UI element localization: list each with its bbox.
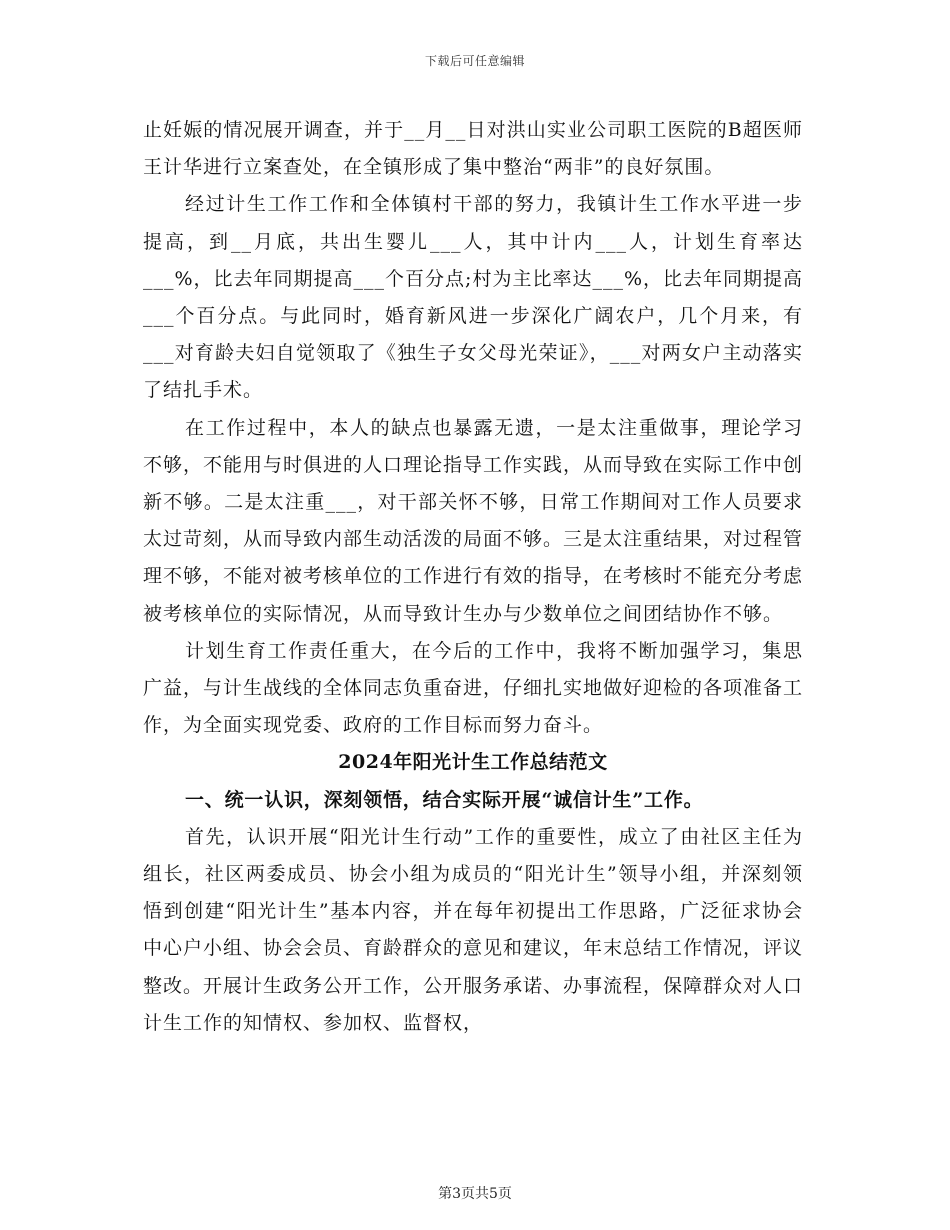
paragraph-first-step: 首先，认识开展“阳光计生行动”工作的重要性，成立了由社区主任为组长，社区两委成员、协会小组为成员的“阳光计生”领导小组，并深刻领悟到创建“阳光计生”基本内容，并在每年初提出工作思路，广泛征求协会中心户小组、协会会员、育龄群众的意见和建议，年末总结工作情况，评议整改。开展计生政务公开工作，公开服务承诺、办事流程，保障群众对人口计生工作的知情权、参加权、监督权， (143, 825, 804, 1034)
section-heading: 一、统一认识，深刻领悟，结合实际开展“诚信计生”工作。 (185, 788, 704, 811)
page-header: 下载后可任意编辑 (424, 54, 525, 68)
paragraph-continued: 止妊娠的情况展开调查，并于__月__日对洪山实业公司职工医院的B超医师王计华进行立案查处，在全镇形成了集中整治“两非”的良好氛围。 (143, 119, 803, 179)
paragraph-progress: 经过计生工作工作和全体镇村干部的努力，我镇计生工作水平进一步提高，到__月底，共出生婴儿___人，其中计内___人，计划生育率达___%，比去年同期提高___个百分点;村为主比率达___%，比去年同期提高___个百分点。与此同时，婚育新风进一步深化广阔农户，几个月来，有___对育龄夫妇自觉领取了《独生子女父母光荣证》，___对两女户主动落实了结扎手术。 (143, 193, 804, 402)
paragraph-outlook: 计划生育工作责任重大，在今后的工作中，我将不断加强学习，集思广益，与计生战线的全体同志负重奋进，仔细扎实地做好迎检的各项准备工作，为全面实现党委、政府的工作目标而努力奋斗。 (143, 639, 804, 737)
paragraph-shortcomings: 在工作过程中，本人的缺点也暴露无遗，一是太注重做事，理论学习不够，不能用与时俱进的人口理论指导工作实践，从而导致在实际工作中创新不够。二是太注重___，对干部关怀不够，日常工作期间对工作人员要求太过苛刻，从而导致内部生动活泼的局面不够。三是太注重结果，对过程管理不够，不能对被考核单位的工作进行有效的指导，在考核时不能充分考虑被考核单位的实际情况，从而导致计生办与少数单位之间团结协作不够。 (143, 416, 804, 625)
document-body (143, 112, 803, 1042)
page-number: 第3页共5页 (438, 1186, 512, 1202)
document-title: 2024年阳光计生工作总结范文 (338, 751, 608, 774)
